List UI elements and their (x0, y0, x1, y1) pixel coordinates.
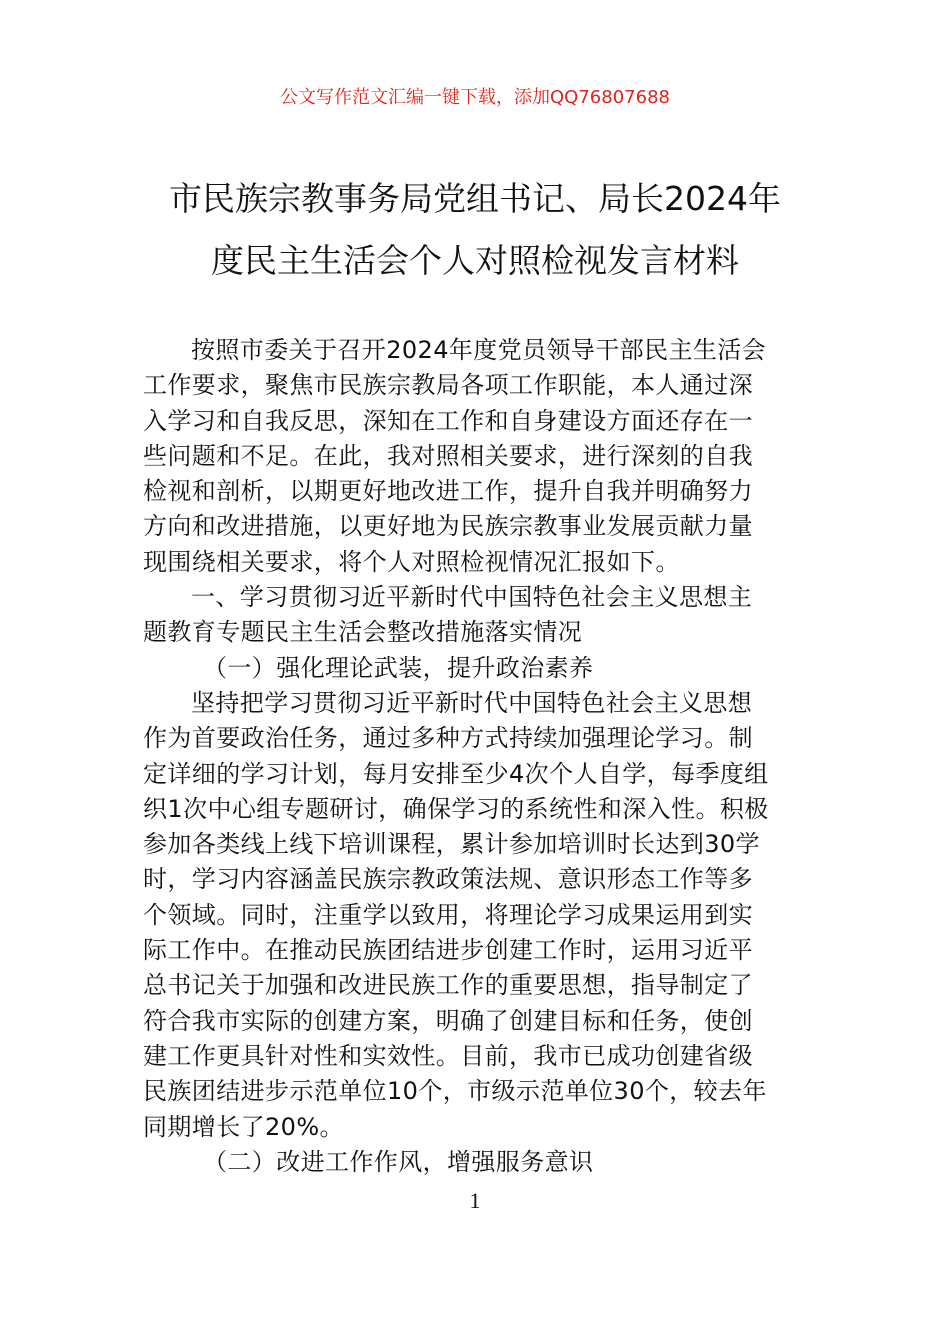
subsection-heading: （二）改进工作作风，增强服务意识 (203, 1147, 594, 1176)
paragraph-line: 工作要求，聚焦市民族宗教局各项工作职能，本人通过深 (143, 371, 753, 400)
title-line-2: 度民主生活会个人对照检视发言材料 (211, 241, 739, 280)
paragraph-line: 符合我市实际的创建方案，明确了创建目标和任务，使创 (143, 1006, 753, 1035)
paragraph-line: 织1次中心组专题研讨，确保学习的系统性和深入性。积极 (143, 794, 769, 823)
paragraph-line: 建工作更具针对性和实效性。目前，我市已成功创建省级 (143, 1041, 753, 1070)
paragraph-line: 民族团结进步示范单位10个，市级示范单位30个，较去年 (143, 1077, 767, 1106)
paragraph-line: 时，学习内容涵盖民族宗教政策法规、意识形态工作等多 (143, 865, 753, 894)
section-heading-line: 一、学习贯彻习近平新时代中国特色社会主义思想主 (191, 583, 753, 612)
title-line-1: 市民族宗教事务局党组书记、局长2024年 (169, 179, 781, 218)
paragraph-line: 总书记关于加强和改进民族工作的重要思想，指导制定了 (143, 971, 753, 1000)
paragraph-line: 际工作中。在推动民族团结进步创建工作时，运用习近平 (143, 936, 753, 965)
paragraph-line: 方向和改进措施，以更好地为民族宗教事业发展贡献力量 (143, 512, 753, 541)
paragraph-line: 参加各类线上线下培训课程，累计参加培训时长达到30学 (143, 830, 760, 859)
paragraph-line: 按照市委关于召开2024年度党员领导干部民主生活会 (191, 336, 767, 364)
paragraph-line: 检视和剖析，以期更好地改进工作，提升自我并明确努力 (143, 477, 753, 506)
page-number: 1 (469, 1188, 481, 1213)
paragraph-line: 入学习和自我反思，深知在工作和自身建设方面还存在一 (143, 406, 753, 435)
section-heading-line: 题教育专题民主生活会整改措施落实情况 (143, 618, 583, 647)
paragraph-line: 个领域。同时，注重学以致用，将理论学习成果运用到实 (143, 900, 753, 929)
subsection-heading: （一）强化理论武装，提升政治素养 (203, 653, 594, 682)
paragraph-line: 定详细的学习计划，每月安排至少4次个人自学，每季度组 (143, 759, 769, 788)
paragraph-line: 些问题和不足。在此，我对照相关要求，进行深刻的自我 (143, 441, 753, 470)
paragraph-line: 现围绕相关要求，将个人对照检视情况汇报如下。 (143, 547, 680, 576)
paragraph-line: 同期增长了20%。 (143, 1112, 344, 1141)
paragraph-line: 作为首要政治任务，通过多种方式持续加强理论学习。制 (143, 724, 753, 753)
document-body (143, 333, 808, 1180)
watermark-text: 公文写作范文汇编一键下载，添加QQ76807688 (280, 87, 670, 108)
document-title (120, 168, 830, 292)
paragraph-line: 坚持把学习贯彻习近平新时代中国特色社会主义思想 (191, 688, 753, 717)
